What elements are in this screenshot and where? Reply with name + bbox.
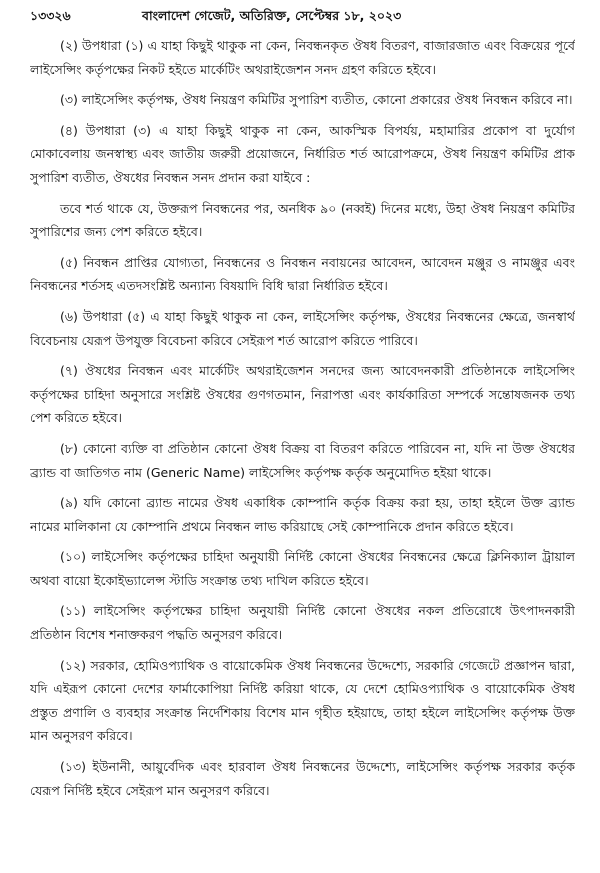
subsection-5: (৫) নিবন্ধন প্রাপ্তির যোগ্যতা, নিবন্ধনের ও নিবন্ধন নবায়নের আবেদন, আবেদন মঞ্জুর ও নামঞ্জুর এবং নিবন্ধনের শর্তসহ এতদসংশ্লিষ্ট অন্যান্য বিষয়াদি বিধি দ্বারা নির্ধারিত হইবে।: [30, 254, 575, 294]
page-number: ১৩৩২৬: [30, 8, 71, 23]
subsection-11: (১১) লাইসেন্সিং কর্তৃপক্ষের চাহিদা অনুযায়ী নির্দিষ্ট কোনো ঔষধের নকল প্রতিরোধে উৎপাদনকারী প্রতিষ্ঠান বিশেষ শনাক্তকরণ পদ্ধতি অনুসরণ করিবে।: [30, 603, 575, 643]
subsection-6: (৬) উপধারা (৫) এ যাহা কিছুই থাকুক না কেন, লাইসেন্সিং কর্তৃপক্ষ, ঔষধের নিবন্ধনের ক্ষেত্রে, জনস্বার্থ বিবেচনায় যেরূপ উপযুক্ত বিবেচনা করিবে সেইরূপ শর্ত আরোপ করিতে পারিবে।: [30, 308, 575, 348]
subsection-3: (৩) লাইসেন্সিং কর্তৃপক্ষ, ঔষধ নিয়ন্ত্রণ কমিটির সুপারিশ ব্যতীত, কোনো প্রকারের ঔষধ নিবন্ধন করিবে না।: [60, 92, 573, 108]
subsection-7: (৭) ঔষধের নিবন্ধন এবং মার্কেটিং অথরাইজেশন সনদের জন্য আবেদনকারী প্রতিষ্ঠানকে লাইসেন্সিং কর্তৃপক্ষের চাহিদা অনুসারে সংশ্লিষ্ট ঔষধের গুণগতমান, নিরাপত্তা এবং কার্যকারিতা সম্পর্কে সন্তোষজনক তথ্য পেশ করিতে হইবে।: [30, 363, 575, 426]
subsection-13: (১৩) ইউনানী, আয়ুর্বেদিক এবং হারবাল ঔষধ নিবন্ধনের উদ্দেশ্যে, লাইসেন্সিং কর্তৃপক্ষ সরকার কর্তৃক যেরূপ নির্দিষ্ট হইবে সেইরূপ মান অনুসরণ করিবে।: [30, 759, 575, 798]
page-header: [30, 8, 575, 34]
subsection-10: (১০) লাইসেন্সিং কর্তৃপক্ষের চাহিদা অনুযায়ী নির্দিষ্ট কোনো ঔষধের নিবন্ধনের ক্ষেত্রে ক্লিনিক্যাল ট্রায়াল অথবা বায়ো ইকোইভ্যালেন্স স্টাডি সংক্রান্ত তথ্য দাখিল করিতে হইবে।: [30, 549, 575, 588]
subsection-4: (৪) উপধারা (৩) এ যাহা কিছুই থাকুক না কেন, আকস্মিক বিপর্যয়, মহামারির প্রকোপ বা দুর্যোগ মোকাবেলায় জনস্বাস্থ্য এবং জাতীয় জরুরী প্রয়োজনে, নির্ধারিত শর্ত আরোপক্রমে, ঔষধ নিয়ন্ত্রণ কমিটির প্রাক সুপারিশ ব্যতীত, ঔষধের নিবন্ধন সনদ প্রদান করা যাইবে :: [30, 122, 575, 185]
subsection-9: (৯) যদি কোনো ব্র্যান্ড নামের ঔষধ একাধিক কোম্পানি কর্তৃক বিক্রয় করা হয়, তাহা হইলে উক্ত ব্র্যান্ড নামের মালিকানা যে কোম্পানি প্রথমে নিবন্ধন লাভ করিয়াছে সেই কোম্পানিকে প্রদান করিতে হইবে।: [30, 495, 575, 534]
gazette-page: [30, 8, 575, 809]
subsection-12: (১২) সরকার, হোমিওপ্যাথিক ও বায়োকেমিক ঔষধ নিবন্ধনের উদ্দেশ্যে, সরকারি গেজেটে প্রজ্ঞাপন দ্বারা, যদি এইরূপ কোনো দেশের ফার্মাকোপিয়া নির্দিষ্ট করিয়া থাকে, যে দেশে হোমিওপ্যাথিক ও বায়োকেমিক ঔষধ প্রস্তুত প্রণালি ও ব্যবহার সংক্রান্ত নির্দেশিকায় বিশেষ মান গৃহীত হইয়াছে, তাহা হইলে লাইসেন্সিং কর্তৃপক্ষ উক্ত মান অনুসরণ করিবে।: [30, 657, 575, 744]
subsection-2: (২) উপধারা (১) এ যাহা কিছুই থাকুক না কেন, নিবন্ধনকৃত ঔষধ বিতরণ, বাজারজাত এবং বিক্রয়ের পূর্বে লাইসেন্সিং কর্তৃপক্ষের নিকট হইতে মার্কেটিং অথরাইজেশন সনদ গ্রহণ করিতে হইবে।: [30, 38, 575, 77]
subsection-4-proviso: তবে শর্ত থাকে যে, উক্তরূপ নিবন্ধনের পর, অনধিক ৯০ (নব্বই) দিনের মধ্যে, উহা ঔষধ নিয়ন্ত্রণ কমিটির সুপারিশের জন্য পেশ করিতে হইবে।: [30, 200, 575, 240]
gazette-header-title: বাংলাদেশ গেজেট, অতিরিক্ত, সেপ্টেম্বর ১৮, ২০২৩: [142, 8, 402, 23]
subsection-8: (৮) কোনো ব্যক্তি বা প্রতিষ্ঠান কোনো ঔষধ বিক্রয় বা বিতরণ করিতে পারিবেন না, যদি না উক্ত ঔষধের ব্র্যান্ড বা জাতিগত নাম (Generic Name) লাইসেন্সিং কর্তৃপক্ষ কর্তৃক অনুমোদিত হইয়া থাকে।: [30, 440, 575, 480]
